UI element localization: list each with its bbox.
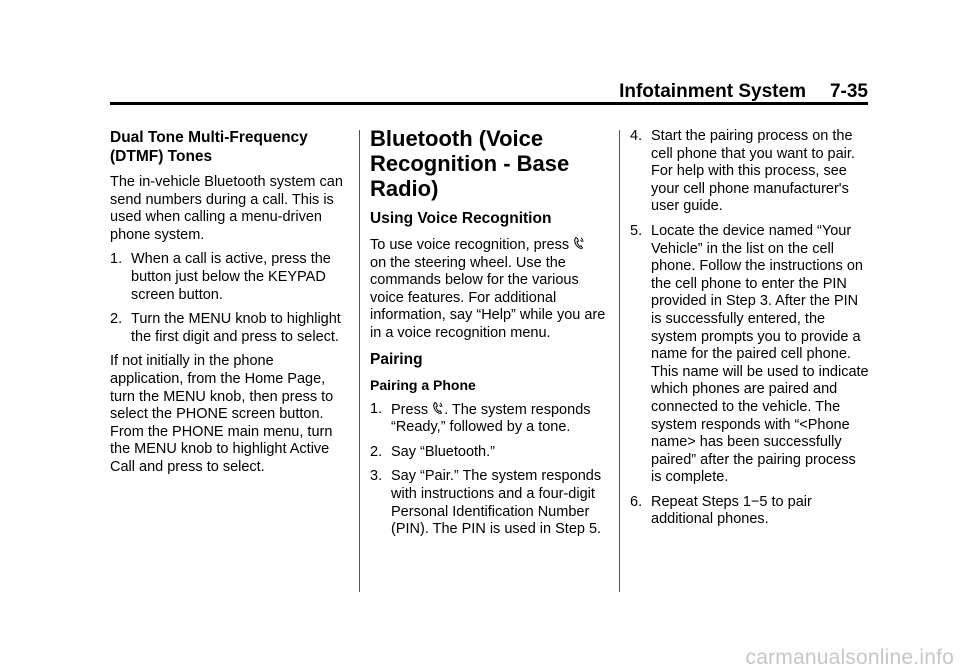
column-divider-1 — [359, 130, 360, 592]
dtmf-intro: The in-vehicle Bluetooth system can send numbers during a call. This is used when calling a menu-driven phone system. — [110, 174, 343, 243]
step-text-a: Press — [391, 401, 433, 418]
step-text: When a call is active, press the button just below the KEYPAD screen button. — [131, 251, 331, 303]
list-item — [370, 401, 610, 437]
step-number: 6. — [630, 493, 643, 510]
page-number: 7-35 — [829, 81, 868, 102]
dtmf-heading: Dual Tone Multi-Frequency (DTMF) Tones — [110, 129, 308, 165]
voice-text-a: To use voice recognition, press — [370, 237, 574, 253]
column-1 — [110, 128, 350, 484]
step-text — [388, 401, 610, 437]
step-text: Say “Pair.” The system responds with instructions and a four-digit Personal Identification Number (PIN). The PIN is used in Step 5. — [391, 468, 602, 538]
step-text: Say “Bluetooth.” — [391, 443, 495, 460]
column-divider-2 — [619, 130, 620, 592]
step-number: 1. — [370, 400, 383, 417]
step-number: 4. — [630, 128, 643, 144]
pairing-heading: Pairing — [370, 350, 423, 368]
step-number: 2. — [370, 443, 383, 460]
column-3 — [630, 128, 870, 536]
pairing-steps-continued — [630, 128, 870, 529]
step-number: 3. — [370, 468, 383, 485]
voice-recognition-heading: Using Voice Recognition — [370, 210, 552, 227]
step-text: Repeat Steps 1−5 to pair additional phones. — [651, 493, 812, 528]
list-item — [630, 128, 870, 216]
list-item — [630, 494, 870, 529]
list-item — [630, 223, 870, 487]
pairing-a-phone-heading: Pairing a Phone — [370, 376, 476, 393]
voice-phone-icon — [573, 236, 585, 250]
list-item — [370, 444, 610, 462]
pairing-steps — [370, 401, 610, 539]
watermark: carmanualsonline.info — [745, 646, 954, 669]
step-number: 5. — [630, 222, 643, 239]
dtmf-outro: If not initially in the phone application, from the Home Page, turn the MENU knob, then press to select the PHONE screen button. From the PHONE main menu, turn the MENU knob to highlight Active Call and press to select. — [110, 353, 334, 475]
list-item — [110, 311, 350, 346]
dtmf-steps — [110, 251, 350, 346]
header-rule — [110, 102, 868, 105]
bluetooth-heading: Bluetooth (Voice Recognition - Base Radio) — [370, 126, 570, 201]
list-item — [110, 251, 350, 304]
step-number: 1. — [110, 251, 123, 268]
step-text: Turn the MENU knob to highlight the first digit and press to select. — [131, 311, 341, 345]
list-item — [370, 468, 610, 538]
voice-text-b: on the steering wheel. Use the commands below for the various voice features. For additional information, say “Help” while you are in a voice recognition menu. — [370, 254, 606, 341]
voice-recognition-text — [370, 236, 610, 343]
column-2 — [370, 128, 610, 546]
step-text: Locate the device named “Your Vehicle” in the list on the cell phone. Follow the instructions on the cell phone to enter the PIN provided in Step 3. After the PIN is successfully entered, the system prompts you to provide a name for the paired cell phone. This name will be used to indicate which phones are paired and connected to the vehicle. The system responds with “<Phone name> has been successfully paired” after the pairing process is complete. — [651, 222, 869, 486]
step-text: Start the pairing process on the cell phone that you want to pair. For help with this process, see your cell phone manufacturer's user guide. — [651, 128, 855, 215]
step-text-b: . The system responds “Ready,” followed by a tone. — [391, 401, 591, 436]
page-header — [110, 81, 868, 103]
section-title: Infotainment System — [619, 81, 806, 102]
step-number: 2. — [110, 311, 123, 328]
voice-phone-icon — [432, 401, 444, 415]
